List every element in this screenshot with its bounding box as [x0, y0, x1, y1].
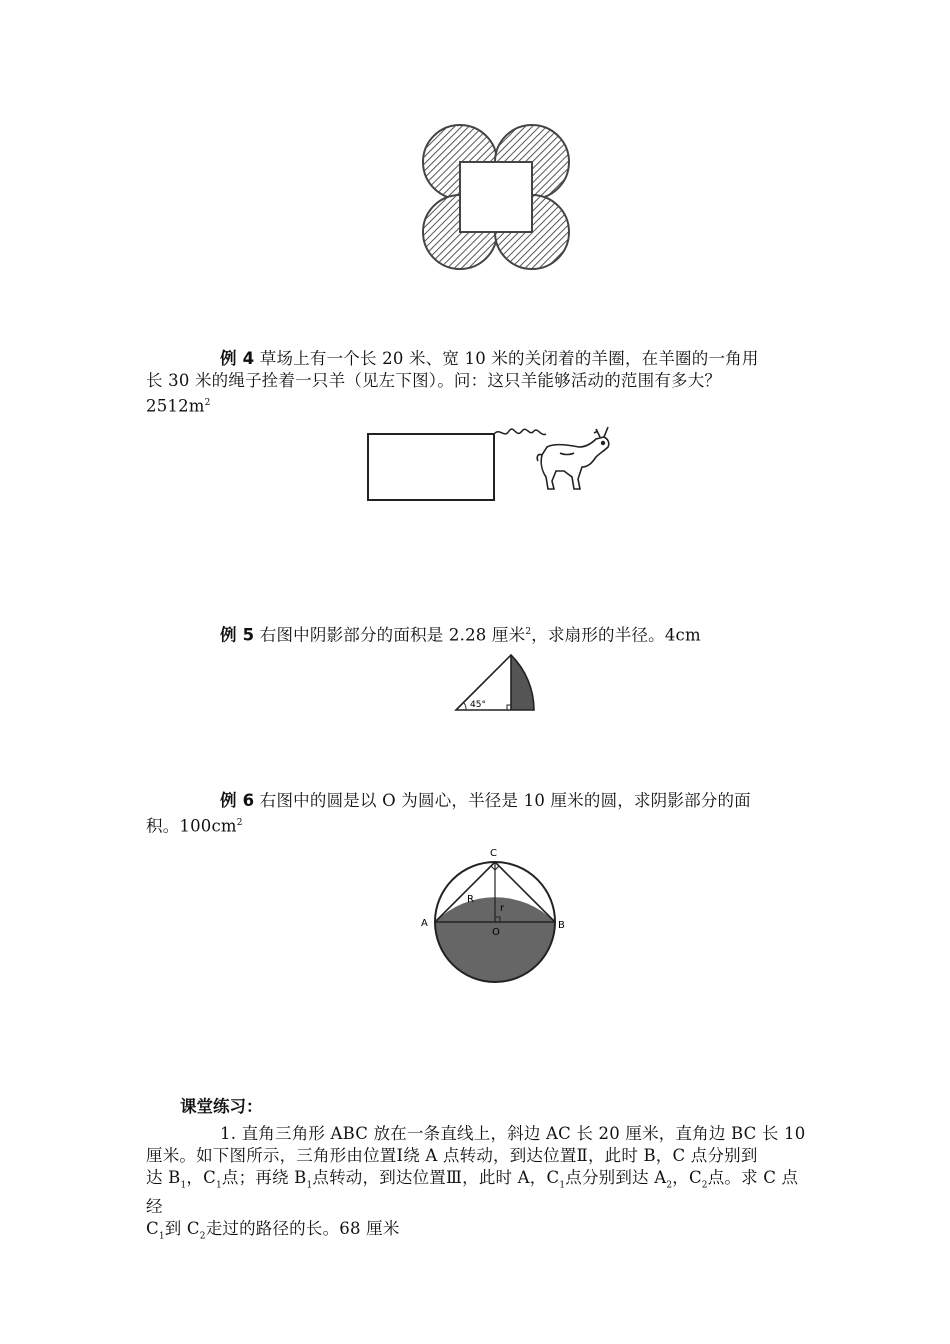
sub-2: 2	[199, 1231, 206, 1242]
sub-1: 1	[559, 1180, 566, 1191]
example6-label: 例 6	[220, 791, 255, 810]
label-B: B	[558, 920, 565, 931]
example6-paragraph	[146, 790, 806, 838]
example4-line1: 草场上有一个长 20 米、宽 10 米的关闭着的羊圈，在羊圈的一角用	[259, 349, 759, 368]
example6-line1: 右图中的圆是以 O 为圆心，半径是 10 厘米的圆，求阴影部分的面	[259, 791, 751, 810]
example6-line2: 积。100cm	[146, 816, 237, 836]
exercise-line3-e: 点分别到达 A	[565, 1168, 667, 1187]
angle-label: 45°	[470, 700, 486, 710]
label-r: r	[500, 903, 505, 914]
exercise-line3-a: 达 B	[146, 1168, 181, 1187]
example5-label: 例 5	[220, 625, 255, 645]
label-O: O	[492, 927, 500, 938]
sheep-pen-rectangle	[368, 434, 494, 500]
exercise-line4-c: 走过的路径的长。68 厘米	[205, 1219, 400, 1239]
sub-2: 2	[701, 1180, 708, 1191]
label-C: C	[490, 848, 497, 859]
example4-paragraph	[146, 348, 806, 418]
exercise-line3-f: ，C	[672, 1168, 702, 1187]
label-A: A	[421, 918, 428, 929]
exercise-heading: 课堂练习：	[180, 1097, 263, 1116]
sub-1: 1	[215, 1180, 222, 1191]
exercise-line1: 1. 直角三角形 ABC 放在一条直线上，斜边 AC 长 20 厘米，直角边 BC 长 10	[220, 1124, 806, 1143]
exercise-line3-g: 点。求 C 点经	[146, 1168, 799, 1217]
goat-icon	[537, 427, 609, 489]
exercise-line3-b: ，C	[186, 1168, 216, 1187]
example5-text: 右图中阴影部分的面积是 2.28 厘米	[259, 625, 526, 645]
sheep-pen-figure	[364, 425, 624, 510]
example5-paragraph	[146, 621, 806, 647]
example5-text2: ，求扇形的半径。4cm	[531, 625, 701, 645]
sub-1: 1	[158, 1231, 165, 1242]
rope	[494, 429, 546, 434]
sub-2: 2	[666, 1180, 673, 1191]
example4-label: 例 4	[220, 349, 255, 368]
sector-figure	[450, 650, 540, 714]
four-circles-figure	[418, 120, 578, 275]
sub-1: 1	[180, 1180, 187, 1191]
exercise-line3-d: 点转动，到达位置Ⅲ，此时 A，C	[312, 1168, 560, 1187]
sector-shaded-area	[511, 655, 534, 710]
sub-1: 1	[306, 1180, 313, 1191]
circle-crescent-figure	[418, 840, 574, 988]
example5-sup: 2	[525, 627, 532, 637]
exercise-line3-c: 点；再绕 B	[221, 1168, 307, 1187]
label-R: R	[467, 894, 474, 905]
example4-answer-sup: 2	[204, 398, 211, 408]
example4-answer: 2512m	[146, 396, 205, 416]
exercise-paragraph	[146, 1123, 806, 1248]
example6-sup: 2	[236, 818, 243, 828]
exercise-line2: 厘米。如下图所示，三角形由位置Ⅰ绕 A 点转动，到达位置Ⅱ，此时 B，C 点分别到	[146, 1146, 758, 1165]
exercise-line4-a: C	[146, 1219, 159, 1239]
example4-line2: 长 30 米的绳子拴着一只羊（见左下图）。问：这只羊能够活动的范围有多大？	[146, 371, 722, 390]
exercise-line4-b: 到 C	[164, 1219, 200, 1239]
